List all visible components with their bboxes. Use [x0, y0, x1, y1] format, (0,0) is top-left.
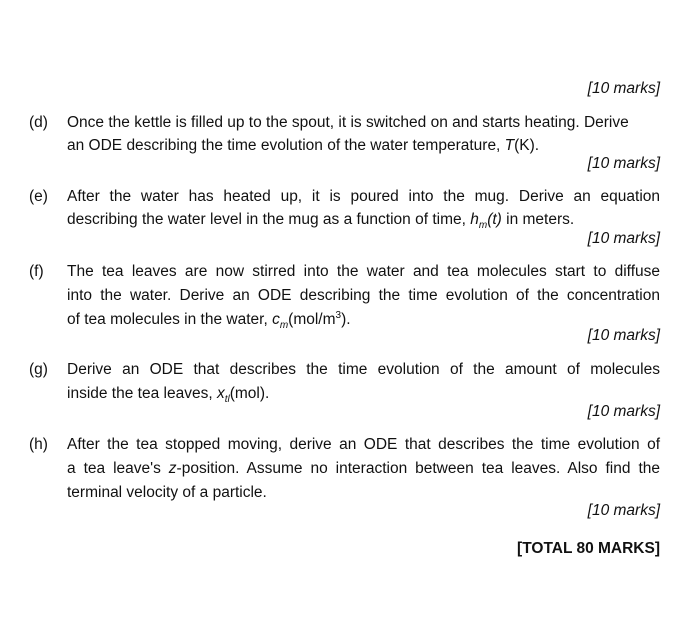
concentration-unit: (mol/m — [288, 311, 336, 328]
question-e-marks: [10 marks] — [587, 230, 660, 247]
question-g-line-2-suffix: (mol). — [229, 385, 270, 402]
question-f-marks: [10 marks] — [587, 327, 660, 344]
question-f-line-3 — [67, 309, 351, 332]
question-e-line-2 — [67, 211, 575, 232]
question-f-line-2: into the water. Derive an ODE describing the time evolution of the concentration — [67, 287, 660, 304]
concentration-subscript: m — [279, 320, 289, 332]
question-g-line-2 — [67, 385, 270, 406]
question-f-line-1: The tea leaves are now stirred into the water and tea molecules start to diffuse — [67, 263, 660, 280]
question-d-label: (d) — [29, 114, 48, 131]
question-h-line-2-prefix: a tea leave's — [67, 460, 169, 477]
question-d-line-1: Once the kettle is filled up to the spout, it is switched on and starts heating. Derive — [67, 114, 629, 131]
question-e-line-2-prefix: describing the water level in the mug as a function of time, — [67, 211, 471, 228]
molecule-amount-symbol: x — [216, 385, 225, 402]
question-h-marks: [10 marks] — [587, 502, 660, 519]
concentration-unit-exponent: 3 — [335, 309, 342, 321]
question-h-line-3: terminal velocity of a particle. — [67, 484, 267, 501]
molecule-amount-subscript: tl — [224, 394, 230, 406]
question-e-label: (e) — [29, 188, 48, 205]
total-marks: [TOTAL 80 MARKS] — [517, 540, 660, 557]
temperature-symbol: T — [504, 137, 515, 154]
question-g-label: (g) — [29, 361, 48, 378]
top-marks: [10 marks] — [587, 80, 660, 97]
z-position-symbol: z — [168, 460, 177, 477]
question-e-line-2-suffix: in meters. — [501, 211, 575, 228]
question-h-label: (h) — [29, 436, 48, 453]
question-h-line-2-suffix: -position. Assume no interaction between tea leaves. Also find the — [176, 460, 660, 477]
question-g-line-2-prefix: inside the tea leaves, — [67, 385, 217, 402]
time-argument: (t) — [487, 211, 502, 228]
question-d-line-2-prefix: an ODE describing the time evolution of the water temperature, — [67, 137, 505, 154]
water-level-subscript: m — [478, 220, 488, 232]
question-e-line-1: After the water has heated up, it is poured into the mug. Derive an equation — [67, 188, 660, 205]
question-f-line-3-suffix: ). — [341, 311, 351, 328]
question-f-label: (f) — [29, 263, 44, 280]
question-d-marks: [10 marks] — [587, 155, 660, 172]
question-h-line-2 — [67, 460, 660, 478]
question-d-line-2-suffix: (K). — [514, 137, 540, 154]
water-level-symbol: h — [470, 211, 479, 228]
question-h-line-1: After the tea stopped moving, derive an ODE that describes the time evolution of — [67, 436, 660, 453]
question-d-line-2 — [67, 137, 539, 155]
concentration-symbol: c — [272, 311, 280, 328]
question-g-line-1: Derive an ODE that describes the time evolution of the amount of molecules — [67, 361, 660, 378]
question-g-marks: [10 marks] — [587, 403, 660, 420]
question-f-line-3-prefix: of tea molecules in the water, — [67, 311, 273, 328]
